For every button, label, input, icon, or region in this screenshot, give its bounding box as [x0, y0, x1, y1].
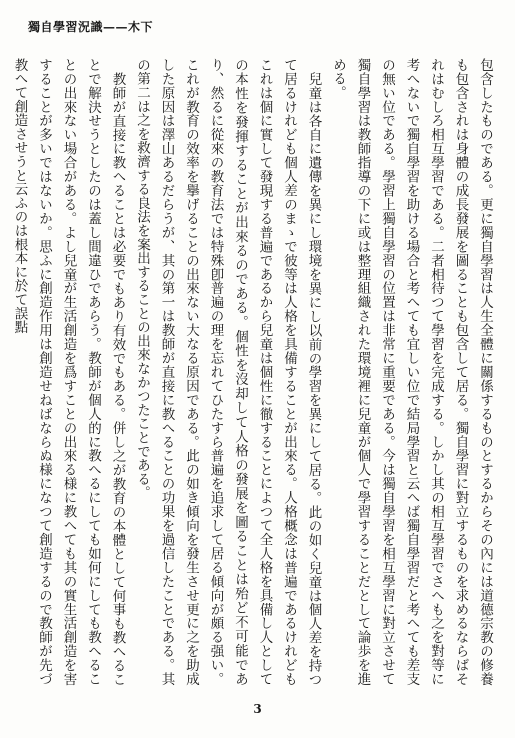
- paragraph-2: 兒童は各自に遺傳を異にし環境を異にし以前の學習を異にして居る。此の如く兒童は個人差を持つて居るけれども個人差のまゝで彼等は人格を具備することが出來る。人格概念は普遍であるけれどもこれは個に實して發現する普遍であるから兒童は個性に徹することによつて全人格を具備し人としての本性を發揮することが出來るのである。個性を沒却して人格の發展を圖ることは殆ど不可能であり、然るに從來の教育法では特殊卽普遍の理を忘れてひたすら普遍を追求して居る傾向が頗る强い。これが教育の效率を擧げることの出來ない大なる原因である。此の如き傾向を發生させ更に之を助成した原因は澤山あるだらうが、其の第一は教師が直接に教へることの功果を過信したことである。其の第二は之を救濟する良法を案出することの出來なかつたことである。: [134, 58, 322, 686]
- page-number: 3: [253, 702, 262, 716]
- running-header: 獨自學習況識——木下: [28, 20, 154, 34]
- paragraph-1: 包含したものである。更に獨自學習は人生全體に關係するものとするからその內には道德宗教の修養も包含されは身體の成長發展を圖ることも包含して居る。獨自學習に對立するものを求めるならばそれはむしろ相互學習である。二者相待つて學習を完成する。しかし其の相互學習でさへも之を對等に考へないで獨自學習を助ける場合と考へても宜しい位で結局學習と云へば獨自學習だと考へても差支の無い位である。學習上獨自學習の位置は非常に重要である。今は獨自學習を相互學習に對立させて獨自學習は教師指導の下に或は整理組織された環境裡に兒童が個人で學習することだとして論歩を進める。: [330, 58, 493, 686]
- paragraph-3: 教師が直接に教へることは必要でもあり有效でもある。併し之が教育の本體として何事も教へることで解決せうとしたのは蓋し間違ひであらう。教師が個人的に教へるにしても如何にしても教へることの出來ない場合がある。よし兒童が生活創造を爲すことの出來る様に教へても其の實生活創造を害することが多いではないか。思ふに創造作用は創造せねばならぬ様になつて創造するので教師が先づ教へて創造させうと云ふのは根本に於て誤點: [11, 58, 126, 686]
- vertical-body-text: [11, 58, 497, 686]
